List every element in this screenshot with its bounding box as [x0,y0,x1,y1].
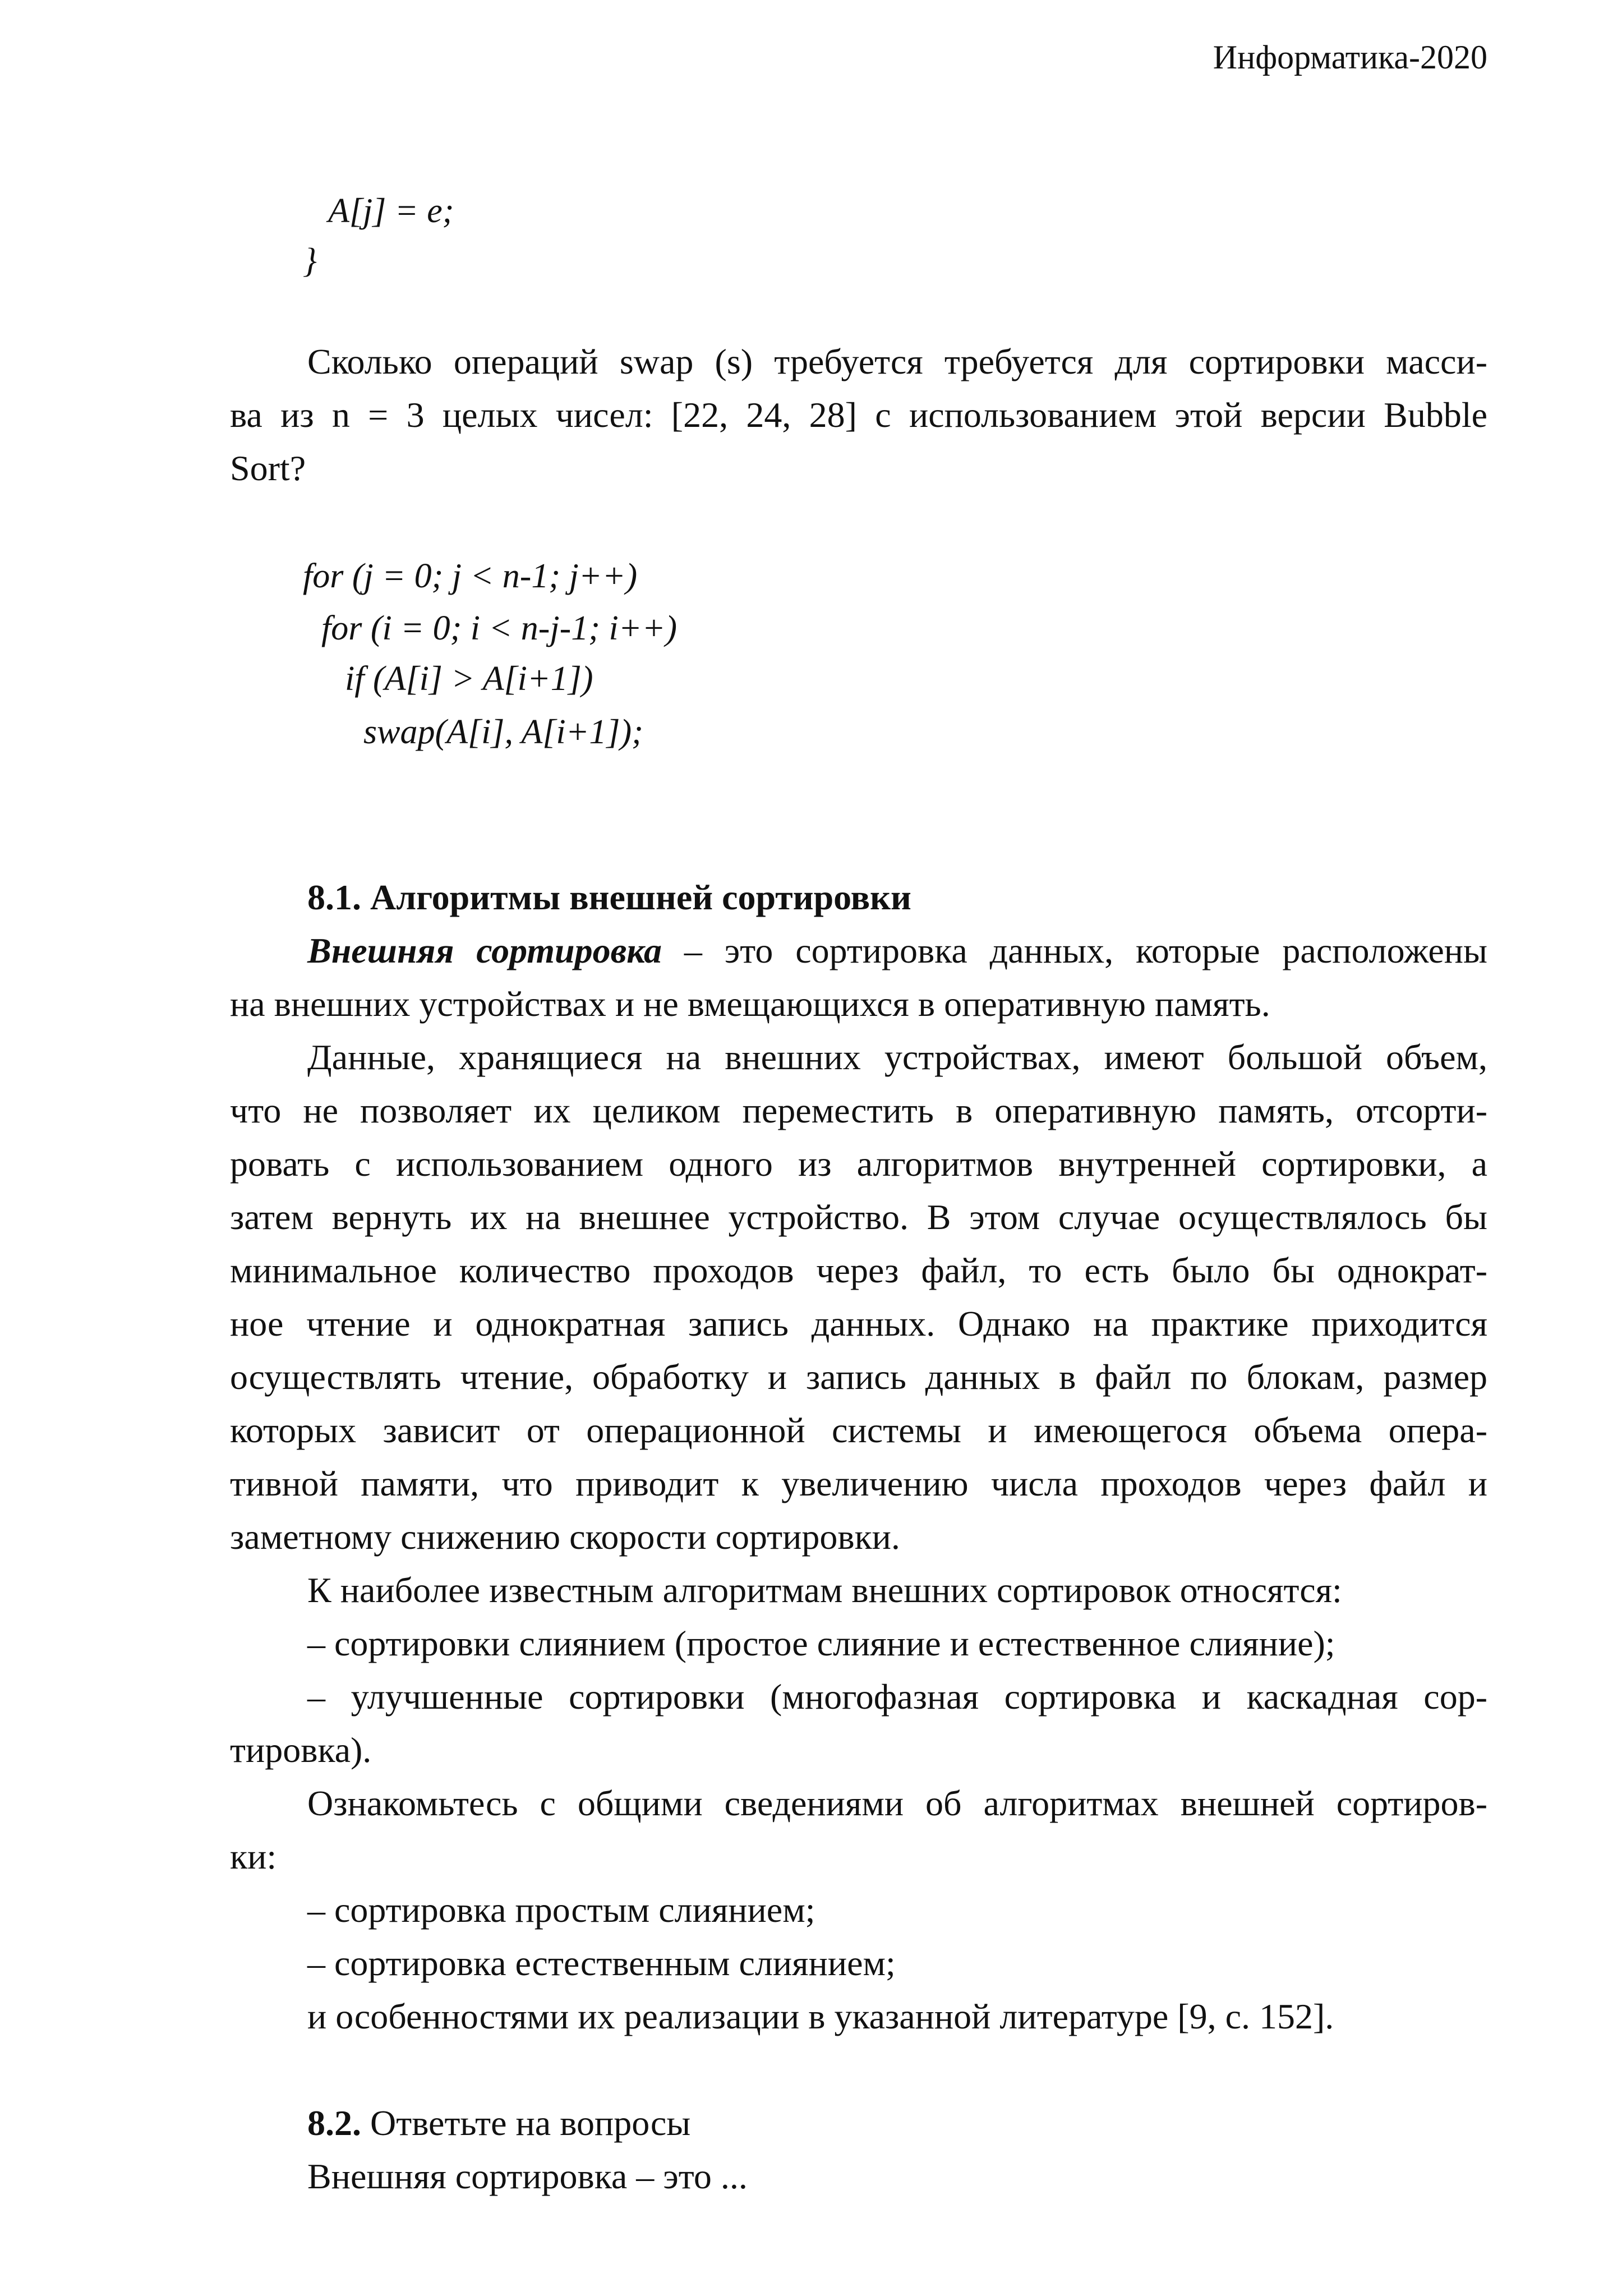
list-item: – сортировка простым слиянием; [307,1890,815,1930]
paragraph-line: ки: [230,1837,277,1876]
code-line: for (j = 0; j < n-1; j++) [303,557,638,595]
section-heading [307,2098,1487,2148]
question-line: Sort? [230,448,306,488]
question-prompt: Внешняя сортировка – это ... [307,2156,748,2196]
section-heading: 8.1. Алгоритмы внешней сортировки [307,877,911,917]
paragraph-line: тивной памяти, что приводит к увеличению числа проходов через файл и [230,1464,1487,1503]
definition-line [307,926,1487,976]
paragraph-line: затем вернуть их на внешнее устройство. В этом случае осуществлялось бы [230,1197,1487,1237]
question-line: ва из n = 3 целых чисел: [22, 24, 28] с использованием этой версии Bubble [230,395,1487,435]
code-line: for (i = 0; i < n-j-1; i++) [321,609,677,647]
paragraph-line: ное чтение и однократная запись данных. Однако на практике приходится [230,1304,1487,1343]
list-item: тировка). [230,1730,372,1770]
code-line: } [303,242,317,280]
question-line: Сколько операций swap (s) требуется требуется для сортировки масси- [307,342,1487,381]
paragraph-line: что не позволяет их целиком переместить в оперативную память, отсорти- [230,1091,1487,1130]
section-number: 8.2. [307,2103,361,2143]
code-line: if (A[i] > A[i+1]) [345,660,593,698]
paragraph-line: и особенностями их реализации в указанной литературе [9, с. 152]. [307,1996,1334,2036]
section-title: Ответьте на вопросы [361,2103,691,2143]
running-header: Информатика-2020 [1213,39,1487,76]
list-item: – улучшенные сортировки (многофазная сортировка и каскадная сор- [307,1677,1487,1717]
code-line: swap(A[i], A[i+1]); [363,713,643,751]
paragraph-line: заметному снижению скорости сортировки. [230,1517,900,1557]
defined-term: Внешняя сортировка [307,931,662,970]
paragraph-line: К наиболее известным алгоритмам внешних сортировок относятся: [307,1570,1342,1610]
paragraph-line: ровать с использованием одного из алгоритмов внутренней сортировки, а [230,1144,1487,1184]
paragraph-line: осуществлять чтение, обработку и запись данных в файл по блокам, размер [230,1357,1487,1397]
list-item: – сортировки слиянием (простое слияние и естественное слияние); [307,1623,1335,1663]
paragraph-line: которых зависит от операционной системы и имеющегося объема опера- [230,1410,1487,1450]
definition-text: – это сортировка данных, которые расположены [662,931,1488,970]
definition-line: на внешних устройствах и не вмещающихся в оперативную память. [230,984,1270,1024]
paragraph-line: минимальное количество проходов через файл, то есть было бы однократ- [230,1250,1487,1290]
code-line: A[j] = e; [328,192,454,230]
paragraph-line: Ознакомьтесь с общими сведениями об алгоритмах внешней сортиров- [307,1783,1487,1823]
list-item: – сортировка естественным слиянием; [307,1943,896,1983]
paragraph-line: Данные, хранящиеся на внешних устройствах, имеют большой объем, [307,1037,1487,1077]
